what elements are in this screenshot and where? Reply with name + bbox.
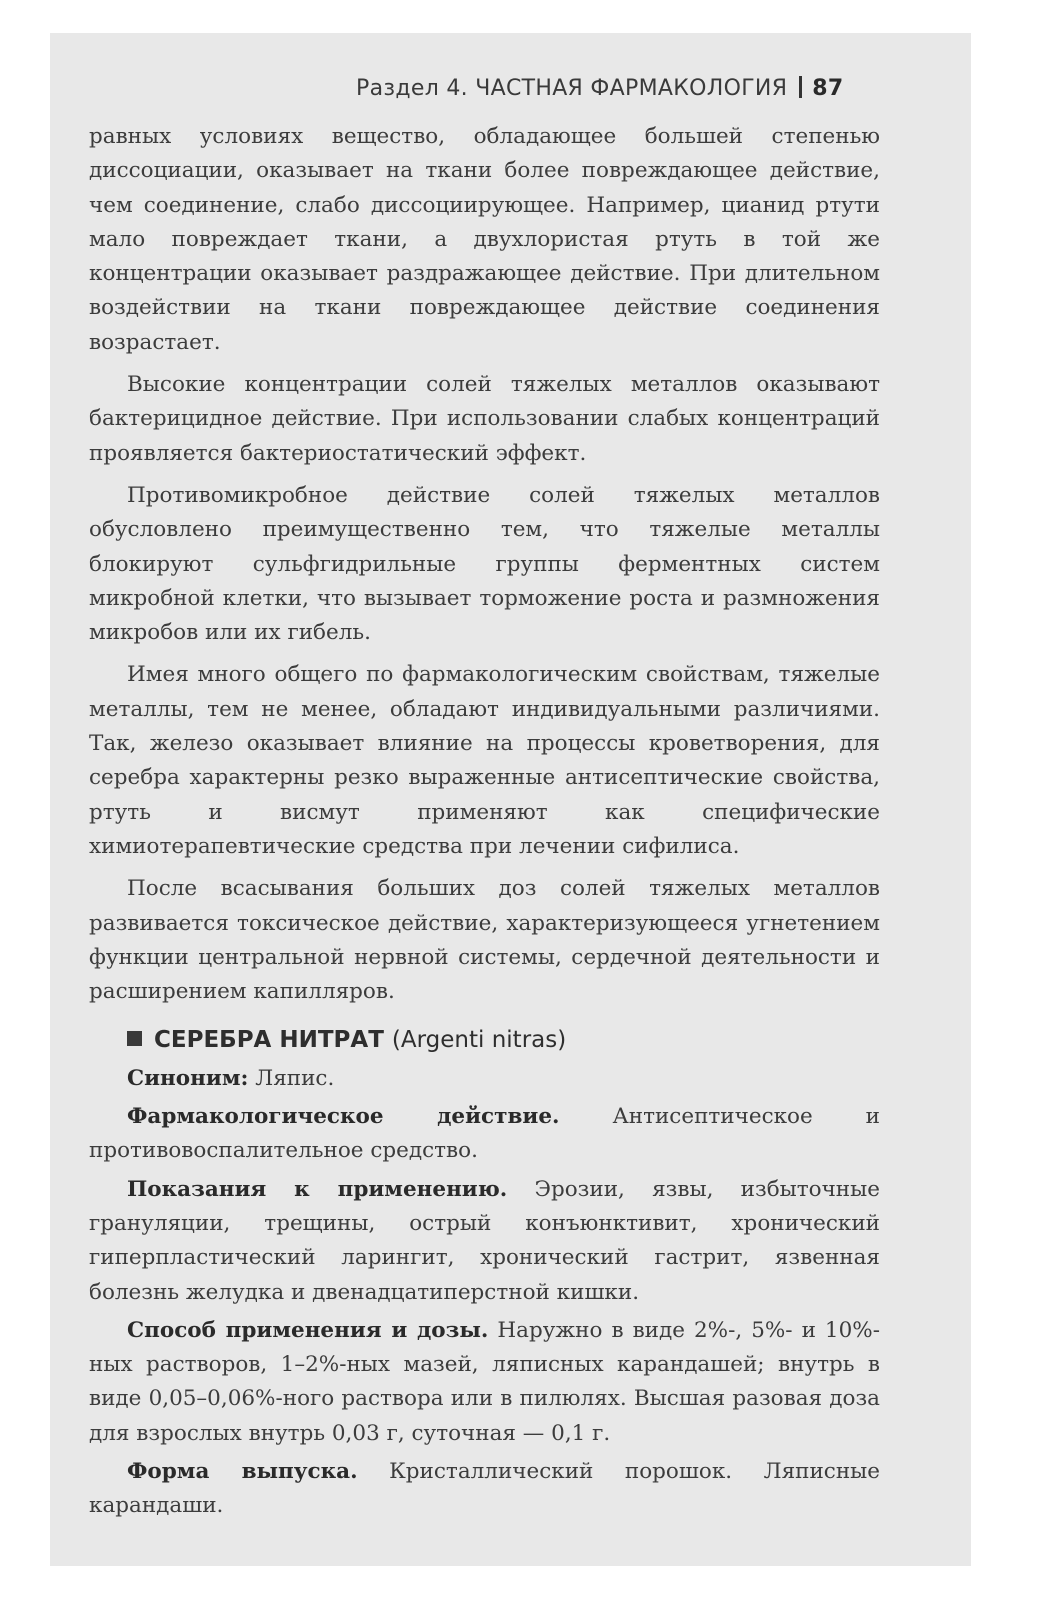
- field-text: Наружно в виде 2%-, 5%- и 10%-ных растворов, 1–2%-ных мазей, ляписных карандашей; внутрь в виде 0,05–0,06%-ного раствора или в пилюлях. Высшая разовая доза для взрослых внутрь 0,03 г, суточная — 0,1 г.: [89, 1317, 880, 1446]
- page-body: [89, 120, 880, 1524]
- field-release-form: [89, 1455, 880, 1524]
- header-divider: [799, 76, 802, 98]
- drug-heading: [127, 1023, 880, 1057]
- field-label: Синоним:: [127, 1065, 249, 1091]
- field-label: Фармакологическое действие.: [127, 1104, 560, 1130]
- field-text: Эрозии, язвы, избыточные грануляции, трещины, острый конъюнктивит, хронический гиперпластический ларингит, хронический гастрит, язвенная болезнь желудка и двенадцатиперстной кишки.: [89, 1176, 880, 1305]
- paragraph-individual-differences: Имея много общего по фармакологическим свойствам, тяжелые металлы, тем не менее, обладают индивидуальными различиями. Так, железо оказывает влияние на процессы кроветворения, для серебра характерны резко выраженные антисептические свойства, ртуть и висмут применяют как специфические химиотерапевтические средства при лечении сифилиса.: [89, 662, 880, 859]
- field-indications: [89, 1173, 880, 1310]
- paragraph-toxic-action: После всасывания больших доз солей тяжелых металлов развивается токсическое действие, характеризующееся угнетением функции центральной нервной системы, сердечной деятельности и расширением капилляров.: [89, 876, 880, 1005]
- field-text: Кристаллический порошок. Ляписные карандаши.: [89, 1458, 880, 1519]
- drug-latin-name: (Argenti nitras): [391, 1027, 567, 1054]
- running-title: Раздел 4. ЧАСТНАЯ ФАРМАКОЛОГИЯ: [356, 76, 788, 101]
- page-number: 87: [812, 76, 844, 101]
- field-label: Способ применения и дозы.: [127, 1317, 489, 1343]
- bullet-square-icon: [127, 1031, 142, 1046]
- field-label: Показания к применению.: [127, 1176, 508, 1202]
- field-label: Форма выпуска.: [127, 1458, 358, 1484]
- paragraph-antimicrobial: Противомикробное действие солей тяжелых металлов обусловлено преимущественно тем, что тяжелые металлы блокируют сульфгидрильные группы ферментных систем микробной клетки, что вызывает торможение роста и размножения микробов или их гибель.: [89, 482, 880, 646]
- field-text: Антисептическое и противовоспалительное средство.: [89, 1104, 880, 1164]
- field-dosage: [89, 1314, 880, 1451]
- paragraph-continuation: равных условиях вещество, обладающее большей степенью диссоциации, оказывает на ткани более повреждающее действие, чем соединение, слабо диссоциирующее. Например, цианид ртути мало повреждает ткани, а двухлористая ртуть в той же концентрации оказывает раздражающее действие. При длительном воздействии на ткани повреждающее действие соединения возрастает.: [89, 124, 880, 355]
- field-text: Ляпис.: [248, 1065, 335, 1091]
- drug-name: СЕРЕБРА НИТРАТ: [154, 1027, 384, 1054]
- field-pharmacological-action: [89, 1100, 880, 1169]
- paragraph-bactericidal: Высокие концентрации солей тяжелых металлов оказывают бактерицидное действие. При использовании слабых концентраций проявляется бактериостатический эффект.: [89, 372, 880, 466]
- field-synonym: [89, 1062, 880, 1096]
- running-header: [356, 76, 844, 106]
